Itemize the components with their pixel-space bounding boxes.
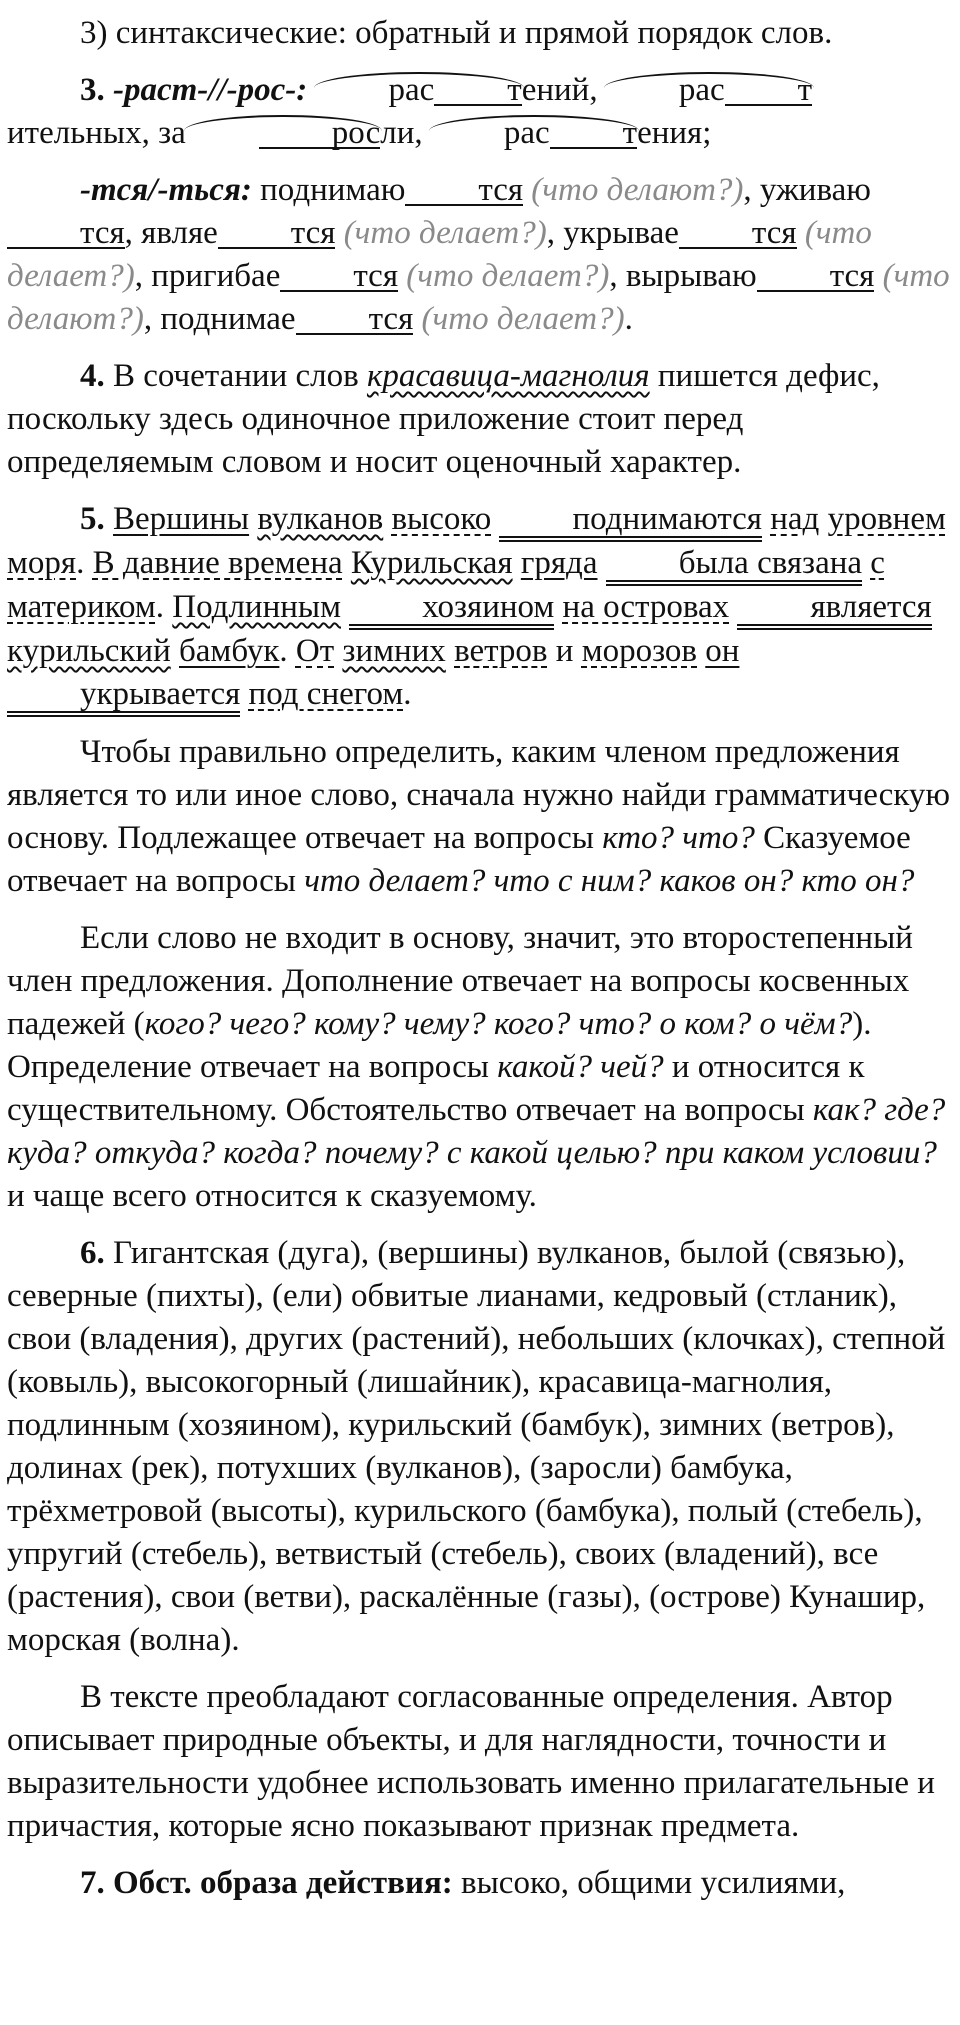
question-5: (что делает?) [406, 258, 610, 294]
attribute: курильский [7, 633, 171, 669]
adverbial: на островах [562, 589, 730, 625]
subject: Вершины [113, 501, 250, 537]
object: морозов [581, 633, 697, 669]
paragraph-3 [7, 69, 954, 155]
predicate: поднимаются [499, 503, 762, 542]
paragraph-explanation-2: Если слово не входит в основу, значит, это второстепенный член предложения. Дополнение отвечает на вопросы косвенных падежей (кого? чего? кому? чему? кого? что? о ком? о чём?). Определение отвечает на вопросы какой? чей? и относится к существительному. Обстоятельство отвечает на вопросы как? где? куда? откуда? когда? почему? с какой целью? при каком условии? и чаще всего относится к сказуемому. [7, 920, 946, 1214]
object: От [295, 633, 335, 669]
word-2: уживаются, [7, 172, 871, 251]
word-rastenii: рас тений, [316, 72, 598, 108]
subject: он [705, 633, 740, 669]
item-heading: 7. Обст. образа действия: [80, 1865, 453, 1901]
object: с материком [7, 545, 885, 625]
word-4: укрывае тся [563, 215, 796, 251]
rule-heading: -тся/-ться: [80, 172, 252, 208]
paragraph-7: 7. Обст. образа действия: высоко, общими усилиями, [80, 1865, 846, 1901]
item-number: 6. [80, 1235, 105, 1271]
attribute: Курильская [350, 545, 513, 581]
predicate: хозяином [349, 591, 554, 630]
term-krasavitsa-magnoliya: красавица-магнолия [366, 358, 650, 394]
question-7: (что делает?) [421, 301, 625, 337]
attribute: вулканов [257, 501, 384, 537]
question-3: (что делает?) [343, 215, 547, 251]
attribute: Подлинным [172, 589, 341, 625]
syntactic-line: 3) синтаксические: обратный и прямой порядок слов. [80, 15, 833, 51]
word-7: поднимае тся [160, 301, 413, 337]
adverbial: над [770, 501, 820, 537]
word-6: вырываю тся [626, 258, 875, 294]
predicate: укрывается [7, 678, 240, 717]
word-1: поднимаю тся [260, 172, 523, 208]
word-3: являе тся [141, 215, 335, 251]
adverbial: высоко [391, 501, 492, 537]
paragraph-5: 5. Вершины вулканов высоко поднимаются над уровнем моря. В давние времена Курильская гряда была связана с материком. Подлинным хозяином на островах является курильский бамбук. От зимних ветров и морозов он укрывается под снегом. [7, 498, 954, 717]
item-number: 3. [80, 72, 105, 108]
item-number: 4. [80, 358, 105, 394]
word-rasteniya: рас тения; [431, 115, 712, 151]
word-zarosli: за росли, [158, 115, 423, 151]
object: ветров [454, 633, 548, 669]
question-1: (что делают?) [531, 172, 744, 208]
word-5: пригибае тся [151, 258, 398, 294]
question-6: (что делают?) [7, 258, 950, 337]
paragraph-6: 6. Гигантская (дуга), (вершины) вулканов, былой (связью), северные (пихты), (ели) обвитые лианами, кедровый (стланик), свои (владения), других (растений), небольших (клочках), степной (ковыль), высокогорный (лишайник), красавица-магнолия, подлинным (хозяином), курильский (бамбук), зимних (ветров), долинах (рек), потухших (вулканов), (заросли) бамбука, трёхметровой (высоты), курильского (бамбука), полый (стебель), упругий (стебель), ветвистый (стебель), своих (владений), все (растения), свои (ветви), раскалённые (газы), (острове) Кунашир, морская (волна). [7, 1235, 946, 1658]
item-number: 5. [80, 501, 105, 537]
predicate: является [737, 591, 931, 630]
adverbial: под снегом [248, 676, 404, 712]
paragraph-tsya: -тся/-ться: поднимаю тся (что делают?), уживаются, являе тся (что делает?), укрывае тся (что делает?), пригибае тся (что делает?), вырываю тся (что делают?), поднимае тся (что делает?). [7, 169, 954, 341]
attribute: зимних [342, 633, 446, 669]
question-4: (что делает?) [7, 215, 872, 294]
adverbial: В давние времена [92, 545, 343, 581]
subject: бамбук [179, 633, 280, 669]
paragraph-4: 4. В сочетании слов красавица-магнолия пишется дефис, поскольку здесь одиночное приложение стоит перед определяемым словом и носит оценочный характер. [7, 358, 880, 480]
paragraph-conclusion: В тексте преобладают согласованные определения. Автор описывает природные объекты, и для наглядности, точности и выразительности удобнее использовать именно прилагательные и причастия, которые ясно показывают признак предмета. [7, 1679, 935, 1844]
word-rastitelnykh: рас тительных, [7, 72, 812, 151]
subject: гряда [520, 545, 598, 581]
predicate: была связана [606, 547, 862, 586]
paragraph-explanation-1: Чтобы правильно определить, каким членом предложения является то или иное слово, сначала нужно найди грамматическую основу. Подлежащее отвечает на вопросы кто? что? Сказуемое отвечает на вопросы что делает? что с ним? каков он? кто он? [7, 734, 951, 899]
rule-heading: -раст-//-рос-: [113, 72, 308, 108]
paragraph-syntactic [7, 12, 954, 55]
adverbial: уровнем моря [7, 501, 946, 581]
